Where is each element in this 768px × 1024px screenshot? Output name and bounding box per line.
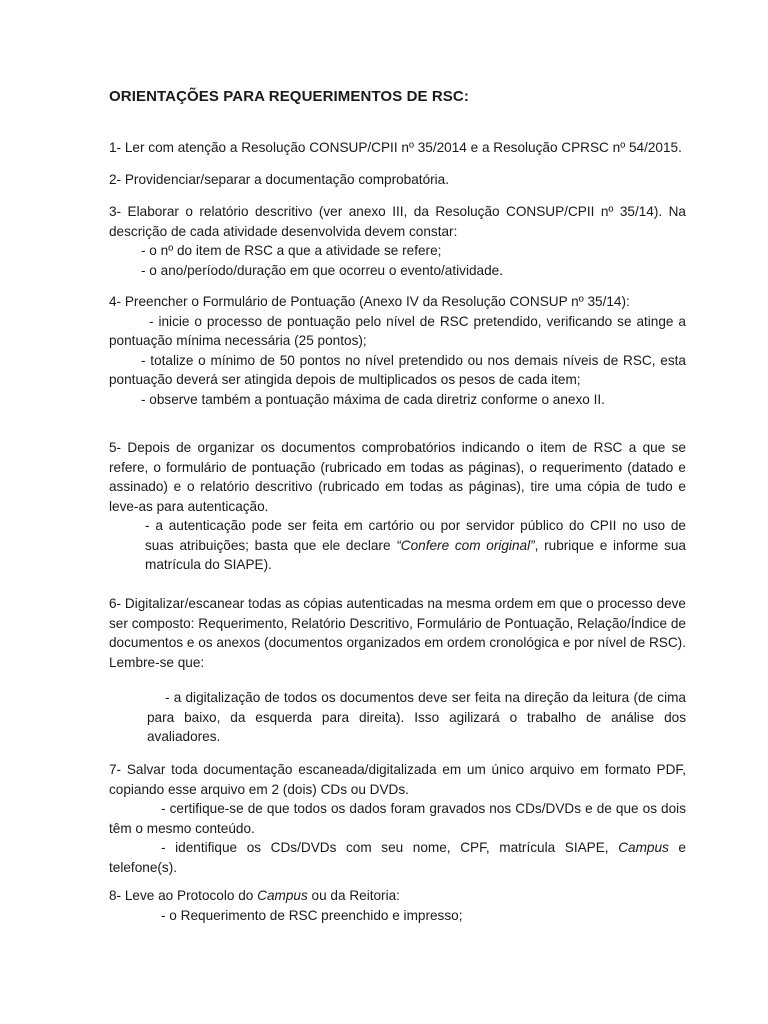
item-3-text: 3- Elaborar o relatório descritivo (ver anexo III, da Resolução CONSUP/CPII nº 35/14). Na descrição de cada atividade desenvolvida devem constar: <box>109 204 686 239</box>
item-2 <box>109 170 686 190</box>
item-5-sub-1-part-a: - a autenticação pode ser feita em cartório ou por servidor público do CPII no uso de suas atribuições; basta que ele declare <box>145 518 686 553</box>
item-5-sub-1 <box>109 516 686 575</box>
page-title: ORIENTAÇÕES PARA REQUERIMENTOS DE RSC: <box>109 88 469 105</box>
item-4-sub-2: - totalize o mínimo de 50 pontos no nível pretendido ou nos demais níveis de RSC, esta pontuação deverá ser atingida depois de multiplicados os pesos de cada item; <box>109 352 686 387</box>
item-7 <box>109 760 686 877</box>
item-1-text: 1- Ler com atenção a Resolução CONSUP/CPII nº 35/2014 e a Resolução CPRSC nº 54/2015. <box>109 140 682 155</box>
item-3-sub-2: - o ano/período/duração em que ocorreu o evento/atividade. <box>141 262 503 278</box>
item-7-sub-2-part-b: e telefone(s). <box>109 840 686 875</box>
item-8-text <box>109 886 686 906</box>
item-3-sub-1: - o nº do item de RSC a que a atividade se refere; <box>141 243 442 258</box>
item-6-text: 6- Digitalizar/escanear todas as cópias autenticadas na mesma ordem em que o processo deve ser composto: Requerimento, Relatório Descritivo, Formulário de Pontuação, Relação/Índice de documentos e os anexos (documentos organizados em ordem cronológica e por nível de RSC). Lembre-se que: <box>109 596 686 670</box>
item-4-sub-3: - observe também a pontuação máxima de cada diretriz conforme o anexo II. <box>141 391 605 407</box>
item-8-part-a: 8- Leve ao Protocolo do <box>109 888 258 903</box>
item-3 <box>109 202 686 280</box>
item-8-part-b: ou da Reitoria: <box>307 888 400 903</box>
item-6-note <box>109 688 686 747</box>
item-4-text: 4- Preencher o Formulário de Pontuação (Anexo IV da Resolução CONSUP nº 35/14): <box>109 294 630 309</box>
item-7-sub-1: - certifique-se de que todos os dados foram gravados nos CDs/DVDs e de que os dois têm o mesmo conteúdo. <box>109 801 686 836</box>
item-7-sub-2-part-a: - identifique os CDs/DVDs com seu nome, CPF, matrícula SIAPE, <box>161 840 619 855</box>
item-7-sub-2 <box>109 838 686 877</box>
item-7-text: 7- Salvar toda documentação escaneada/digitalizada em um único arquivo em formato PDF, copiando esse arquivo em 2 (dois) CDs ou DVDs. <box>109 762 686 797</box>
item-4 <box>109 292 686 409</box>
item-8-campus: Campus <box>257 888 308 903</box>
item-5-sub-1-part-b: , rubrique e informe sua matrícula do SIAPE). <box>145 537 686 572</box>
item-2-text: 2- Providenciar/separar a documentação comprobatória. <box>109 172 450 187</box>
item-8 <box>109 886 686 925</box>
item-4-sub-1: - inicie o processo de pontuação pelo nível de RSC pretendido, verificando se atinge a pontuação mínima necessária (25 pontos); <box>109 313 686 348</box>
item-7-sub-2-campus: Campus <box>618 840 669 855</box>
item-5-sub-1-quote: “Confere com original” <box>396 537 535 553</box>
item-6-sub-1: - a digitalização de todos os documentos deve ser feita na direção da leitura (de cima para baixo, da esquerda para direita). Isso agilizará o trabalho de análise dos avaliadores. <box>147 690 686 744</box>
item-8-sub-1: - o Requerimento de RSC preenchido e impresso; <box>161 907 463 923</box>
item-5 <box>109 438 686 575</box>
item-5-text: 5- Depois de organizar os documentos comprobatórios indicando o item de RSC a que se refere, o formulário de pontuação (rubricado em todas as páginas), o requerimento (datado e assinado) e o relatório descritivo (rubricado em todas as páginas), tire uma cópia de tudo e leve-as para autenticação. <box>109 440 686 514</box>
item-1 <box>109 138 686 158</box>
item-6 <box>109 594 686 672</box>
